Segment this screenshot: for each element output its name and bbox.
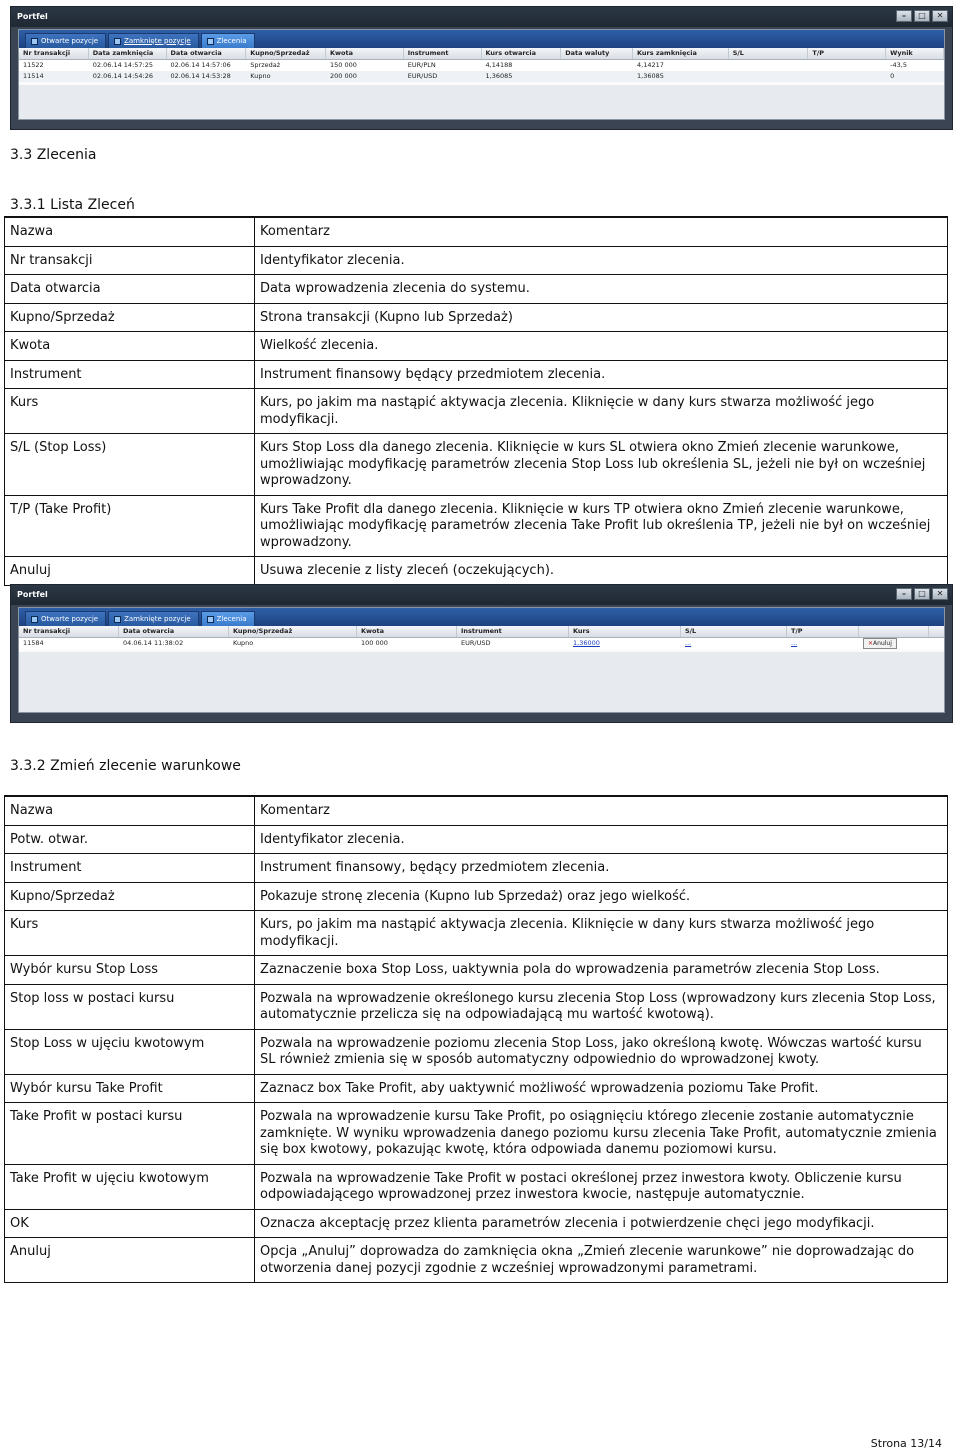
grid-column-header[interactable]: Nr transakcji [19, 626, 119, 637]
field-name: Instrument [5, 360, 255, 389]
grid-column-header[interactable]: Kupno/Sprzedaż [246, 48, 326, 59]
table-header-row [5, 217, 948, 246]
column-header-comment: Komentarz [255, 217, 948, 246]
order-list-table [4, 216, 948, 586]
window-title: Portfel [17, 590, 48, 599]
grid-column-header[interactable]: S/L [729, 48, 809, 59]
tab-zamknięte-pozycje[interactable] [108, 611, 199, 626]
grid-cell: 1,36085 [485, 72, 513, 80]
window-titlebar [11, 7, 952, 27]
field-name: OK [5, 1209, 255, 1238]
grid-column-header[interactable]: Nr transakcji [19, 48, 89, 59]
grid-column-header[interactable]: Kurs otwarcia [482, 48, 562, 59]
field-comment: Pozwala na wprowadzenie określonego kursu zlecenia Stop Loss (wprowadzony kurs zlecenia Stop Loss, automatycznie przelicza się na odpowiadającą mu wartość kwotową). [255, 984, 948, 1029]
field-comment: Wielkość zlecenia. [255, 332, 948, 361]
window-content [18, 29, 945, 120]
take-profit-link[interactable]: ... [791, 639, 798, 647]
grid-cell: -43,5 [890, 61, 907, 69]
tab-zlecenia[interactable] [201, 611, 255, 626]
grid-column-header[interactable] [859, 626, 929, 637]
grid-cell: EUR/USD [407, 72, 438, 80]
field-name: Stop loss w postaci kursu [5, 984, 255, 1029]
field-name: Nr transakcji [5, 246, 255, 275]
field-name: Data otwarcia [5, 275, 255, 304]
grid-column-header[interactable]: Kupno/Sprzedaż [229, 626, 357, 637]
table-row [5, 275, 948, 304]
grid-column-header[interactable]: Wynik [886, 48, 944, 59]
rate-link[interactable]: 1,36000 [573, 639, 600, 647]
field-name: Take Profit w ujęciu kwotowym [5, 1164, 255, 1209]
grid-row[interactable] [19, 71, 944, 82]
field-name: Kurs [5, 911, 255, 956]
grid-cell [729, 71, 809, 82]
grid-cell: 4,14188 [485, 61, 513, 69]
grid-cell [729, 60, 809, 71]
table-row [5, 911, 948, 956]
grid-column-header[interactable]: T/P [787, 626, 859, 637]
grid-cell [561, 60, 633, 71]
grid-cell: 11522 [23, 61, 44, 69]
field-name: Kurs [5, 389, 255, 434]
tab-label: Zamknięte pozycje [124, 36, 191, 45]
grid-cell: 11584 [23, 639, 44, 647]
table-row [5, 246, 948, 275]
column-header-name: Nazwa [5, 217, 255, 246]
field-comment: Pozwala na wprowadzenie kursu Take Profit, po osiągnięciu którego zlecenie zostanie automatycznie zamknięte. W wyniku wprowadzenia danego poziomu kursu zlecenia Take Profit, automatycznie zmienia się box kwotowy, pokazując kwotę, która odpowiada danemu poziomowi kursu. [255, 1103, 948, 1165]
field-comment: Identyfikator zlecenia. [255, 825, 948, 854]
table-row [5, 1238, 948, 1283]
grid-cell: Sprzedaż [250, 61, 281, 69]
grid-cell: Kupno [250, 72, 271, 80]
grid-column-header[interactable]: Kwota [326, 48, 404, 59]
field-name: Anuluj [5, 1238, 255, 1283]
field-name: Wybór kursu Stop Loss [5, 956, 255, 985]
grid-header [19, 48, 944, 60]
grid-cell: 02.06.14 14:57:25 [92, 61, 153, 69]
maximize-icon[interactable]: □ [914, 588, 930, 600]
table-row [5, 1209, 948, 1238]
grid-cell [808, 60, 886, 71]
window-title: Portfel [17, 12, 48, 21]
tab-otwarte-pozycje[interactable] [25, 611, 106, 626]
tab-bar [19, 608, 944, 626]
field-name: Potw. otwar. [5, 825, 255, 854]
field-comment: Oznacza akceptację przez klienta parametrów zlecenia i potwierdzenie chęci jego modyfikacji. [255, 1209, 948, 1238]
minimize-icon[interactable]: – [896, 10, 912, 22]
tab-icon [207, 38, 214, 45]
subsection-title-order-list: 3.3.1 Lista Zleceń [10, 197, 135, 213]
field-comment: Data wprowadzenia zlecenia do systemu. [255, 275, 948, 304]
field-comment: Pozwala na wprowadzenie poziomu zlecenia Stop Loss, jako określoną kwotę. Wówczas wartość kursu SL również zmienia się w sposób automatyczny odpowiednio do wprowadzonej kwoty. [255, 1029, 948, 1074]
table-row [5, 1164, 948, 1209]
grid-cell: 4,14217 [637, 61, 664, 69]
window-content [18, 607, 945, 713]
field-name: Anuluj [5, 557, 255, 586]
field-name: S/L (Stop Loss) [5, 434, 255, 496]
grid-cell: Kupno [233, 639, 254, 647]
field-comment: Kurs Take Profit dla danego zlecenia. Kliknięcie w kurs TP otwiera okno Zmień zlecenie warunkowe, umożliwiając modyfikację parametrów zlecenia Take Profit lub określenia TP, jeżeli nie był on wcześniej wprowadzony. [255, 495, 948, 557]
field-comment: Zaznacz box Take Profit, aby uaktywnić możliwość wprowadzenia poziomu Take Profit. [255, 1074, 948, 1103]
grid-column-header[interactable]: Kwota [357, 626, 457, 637]
close-icon: ✕ [868, 640, 874, 647]
close-icon[interactable]: ✕ [932, 10, 948, 22]
tab-label: Otwarte pozycje [41, 614, 99, 623]
field-name: Instrument [5, 854, 255, 883]
table-row [5, 956, 948, 985]
table-row [5, 303, 948, 332]
window-titlebar [11, 585, 952, 605]
grid-row[interactable] [19, 638, 944, 649]
table-row [5, 434, 948, 496]
positions-grid [19, 48, 944, 119]
grid-column-header[interactable]: Kurs zamknięcia [633, 48, 729, 59]
grid-header [19, 626, 944, 638]
field-comment: Kurs Stop Loss dla danego zlecenia. Kliknięcie w kurs SL otwiera okno Zmień zlecenie warunkowe, umożliwiając modyfikację parametrów zlecenia Stop Loss lub określenia SL, jeżeli nie był on wcześniej wprowadzony. [255, 434, 948, 496]
table-row [5, 825, 948, 854]
grid-cell: 200 000 [330, 72, 357, 80]
grid-cell [569, 638, 681, 649]
column-header-name: Nazwa [5, 796, 255, 825]
grid-cell [561, 71, 633, 82]
maximize-icon[interactable]: □ [914, 10, 930, 22]
table-row [5, 854, 948, 883]
cancel-label: Anuluj [873, 640, 892, 647]
table-row [5, 1074, 948, 1103]
tab-zlecenia[interactable] [201, 33, 255, 48]
field-name: Kupno/Sprzedaż [5, 303, 255, 332]
section-title: 3.3 Zlecenia [10, 147, 97, 163]
table-row [5, 389, 948, 434]
table-row [5, 360, 948, 389]
grid-column-header[interactable]: Kurs [569, 626, 681, 637]
grid-cell: EUR/USD [461, 639, 491, 647]
field-name: Take Profit w postaci kursu [5, 1103, 255, 1165]
grid-cell [681, 638, 787, 649]
field-comment: Instrument finansowy będący przedmiotem zlecenia. [255, 360, 948, 389]
grid-cell: 1,36085 [637, 72, 664, 80]
table-row [5, 332, 948, 361]
close-icon[interactable]: ✕ [932, 588, 948, 600]
portfolio-window-orders [10, 584, 953, 723]
grid-cell: 04.06.14 11:38:02 [123, 639, 184, 647]
grid-cell [859, 638, 929, 649]
table-row [5, 557, 948, 586]
field-comment: Kurs, po jakim ma nastąpić aktywacja zlecenia. Kliknięcie w dany kurs stwarza możliwość jego modyfikacji. [255, 911, 948, 956]
table-row [5, 882, 948, 911]
grid-cell: 100 000 [361, 639, 388, 647]
tab-label: Zlecenia [216, 36, 247, 45]
grid-cell [808, 71, 886, 82]
field-comment: Instrument finansowy, będący przedmiotem zlecenia. [255, 854, 948, 883]
page-number: Strona 13/14 [870, 1437, 942, 1450]
stop-loss-link[interactable]: ... [685, 639, 692, 647]
field-name: Wybór kursu Take Profit [5, 1074, 255, 1103]
grid-column-header[interactable]: S/L [681, 626, 787, 637]
tab-label: Zamknięte pozycje [124, 614, 191, 623]
cancel-order-button[interactable] [863, 638, 897, 649]
field-name: Kwota [5, 332, 255, 361]
grid-column-header[interactable]: Data otwarcia [119, 626, 229, 637]
tab-bar [19, 30, 944, 48]
grid-column-header[interactable]: Data waluty [561, 48, 633, 59]
field-name: T/P (Take Profit) [5, 495, 255, 557]
grid-cell: 02.06.14 14:53:28 [170, 72, 231, 80]
portfolio-window-closed [10, 6, 953, 130]
tab-zamknięte-pozycje[interactable] [108, 33, 199, 48]
grid-cell: EUR/PLN [407, 61, 436, 69]
grid-cell [787, 638, 859, 649]
grid-cell: 0 [890, 72, 895, 80]
field-comment: Usuwa zlecenie z listy zleceń (oczekujących). [255, 557, 948, 586]
table-row [5, 984, 948, 1029]
table-row [5, 1103, 948, 1165]
tab-icon [207, 616, 214, 623]
tab-label: Zlecenia [216, 614, 247, 623]
field-comment: Kurs, po jakim ma nastąpić aktywacja zlecenia. Kliknięcie w dany kurs stwarza możliwość jego modyfikacji. [255, 389, 948, 434]
tab-label: Otwarte pozycje [41, 36, 99, 45]
grid-row[interactable] [19, 60, 944, 71]
tab-icon [114, 38, 121, 45]
table-row [5, 1029, 948, 1074]
field-comment: Strona transakcji (Kupno lub Sprzedaż) [255, 303, 948, 332]
field-name: Stop Loss w ujęciu kwotowym [5, 1029, 255, 1074]
grid-column-header[interactable]: Data otwarcia [167, 48, 247, 59]
tab-icon [31, 38, 38, 45]
grid-empty-area [19, 652, 944, 712]
grid-column-header[interactable]: Instrument [404, 48, 482, 59]
tab-icon [114, 616, 121, 623]
grid-column-header[interactable]: Data zamknięcia [89, 48, 167, 59]
field-comment: Opcja „Anuluj” doprowadza do zamknięcia okna „Zmień zlecenie warunkowe” nie doprowadzając do otworzenia danej pozycji zgodnie z wcześniej wprowadzonymi parametrami. [255, 1238, 948, 1283]
tab-icon [31, 616, 38, 623]
minimize-icon[interactable]: – [896, 588, 912, 600]
grid-column-header[interactable]: T/P [808, 48, 886, 59]
field-comment: Pozwala na wprowadzenie Take Profit w postaci określonej przez inwestora kwoty. Obliczenie kursu odpowiadającego wprowadzonej przez inwestora kwocie, następuje automatycznie. [255, 1164, 948, 1209]
table-header-row [5, 796, 948, 825]
grid-empty-area [19, 85, 944, 119]
field-comment: Zaznaczenie boxa Stop Loss, uaktywnia pola do wprowadzenia parametrów zlecenia Stop Loss. [255, 956, 948, 985]
tab-otwarte-pozycje[interactable] [25, 33, 106, 48]
orders-grid [19, 626, 944, 712]
grid-cell: 150 000 [330, 61, 357, 69]
field-comment: Pokazuje stronę zlecenia (Kupno lub Sprzedaż) oraz jego wielkość. [255, 882, 948, 911]
table-row [5, 495, 948, 557]
field-comment: Identyfikator zlecenia. [255, 246, 948, 275]
modify-order-table [4, 795, 948, 1283]
grid-column-header[interactable]: Instrument [457, 626, 569, 637]
subsection-title-modify-order: 3.3.2 Zmień zlecenie warunkowe [10, 758, 241, 774]
grid-cell: 02.06.14 14:57:06 [170, 61, 231, 69]
column-header-comment: Komentarz [255, 796, 948, 825]
field-name: Kupno/Sprzedaż [5, 882, 255, 911]
grid-cell: 02.06.14 14:54:26 [92, 72, 153, 80]
grid-cell: 11514 [23, 72, 44, 80]
